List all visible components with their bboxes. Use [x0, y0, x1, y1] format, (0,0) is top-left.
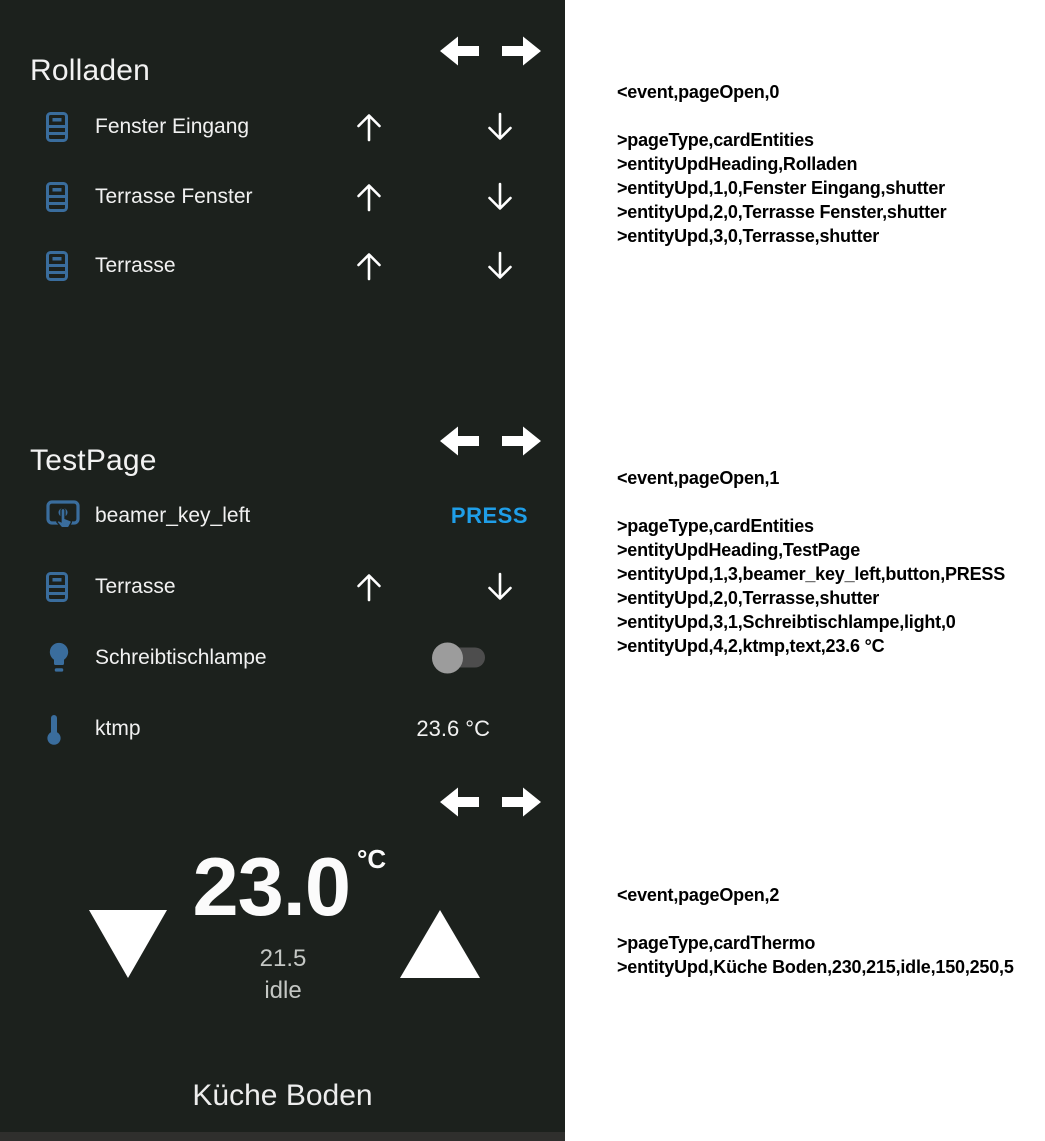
nav-next-icon[interactable]	[502, 35, 541, 67]
protocol-line: >pageType,cardEntities	[617, 516, 814, 536]
temp-down-button[interactable]	[88, 910, 168, 978]
table-row	[0, 494, 565, 538]
nav-prev-icon[interactable]	[440, 35, 479, 67]
lightbulb-icon	[46, 642, 72, 674]
protocol-line	[617, 490, 1045, 514]
toggle-knob	[432, 643, 463, 674]
protocol-line: >entityUpd,3,0,Terrasse,shutter	[617, 226, 880, 246]
page-title: TestPage	[30, 444, 157, 478]
entity-name: Terrasse Fenster	[95, 185, 253, 208]
thermometer-icon	[46, 713, 62, 745]
protocol-line: >entityUpd,1,3,beamer_key_left,button,PRESS	[617, 564, 1006, 584]
table-row	[0, 636, 565, 680]
shutter-up-icon[interactable]	[354, 181, 384, 213]
nav-next-icon[interactable]	[502, 786, 541, 818]
shutter-down-icon[interactable]	[485, 181, 515, 213]
protocol-log-block-2	[617, 883, 1045, 979]
shutter-down-icon[interactable]	[485, 571, 515, 603]
target-temperature: 21.5	[259, 945, 307, 972]
protocol-line: >entityUpd,Küche Boden,230,215,idle,150,250,5	[617, 957, 1014, 977]
protocol-line: >pageType,cardEntities	[617, 130, 814, 150]
press-button[interactable]: PRESS	[420, 503, 528, 529]
temp-up-button[interactable]	[400, 910, 480, 978]
table-row	[0, 105, 565, 149]
protocol-line: >pageType,cardThermo	[617, 933, 816, 953]
current-temperature: 23.0	[192, 840, 350, 933]
window-shutter-icon	[46, 182, 68, 212]
protocol-line: <event,pageOpen,0	[617, 82, 780, 102]
table-row	[0, 565, 565, 609]
protocol-log-block-1	[617, 466, 1045, 658]
temperature-unit: °C	[357, 844, 387, 874]
nav-prev-icon[interactable]	[440, 425, 479, 457]
nav-prev-icon[interactable]	[440, 786, 479, 818]
shutter-up-icon[interactable]	[354, 111, 384, 143]
protocol-log-block-0	[617, 80, 1045, 248]
table-row	[0, 707, 565, 751]
gesture-tap-button-icon	[46, 498, 80, 534]
protocol-line: >entityUpdHeading,Rolladen	[617, 154, 858, 174]
thermo-title: Küche Boden	[192, 1079, 373, 1112]
panel-bottom-edge	[0, 1132, 565, 1141]
protocol-line	[617, 104, 1045, 128]
protocol-line: >entityUpd,4,2,ktmp,text,23.6 °C	[617, 636, 885, 656]
protocol-line: <event,pageOpen,1	[617, 468, 780, 488]
shutter-up-icon[interactable]	[354, 250, 384, 282]
protocol-line: >entityUpdHeading,TestPage	[617, 540, 861, 560]
shutter-down-icon[interactable]	[485, 250, 515, 282]
table-row	[0, 175, 565, 219]
hvac-state: idle	[264, 977, 302, 1004]
sensor-value: 23.6 °C	[416, 716, 490, 741]
protocol-line: >entityUpd,2,0,Terrasse,shutter	[617, 588, 880, 608]
window-shutter-icon	[46, 572, 68, 602]
table-row	[0, 244, 565, 288]
nav-next-icon[interactable]	[502, 425, 541, 457]
entity-name: Fenster Eingang	[95, 115, 250, 138]
entity-name: Terrasse	[95, 575, 176, 598]
protocol-line: >entityUpd,1,0,Fenster Eingang,shutter	[617, 178, 945, 198]
entity-name: Terrasse	[95, 254, 176, 277]
triangle-up-icon	[400, 910, 480, 978]
protocol-line	[617, 907, 1045, 931]
light-toggle[interactable]	[432, 643, 486, 674]
protocol-line: >entityUpd,2,0,Terrasse Fenster,shutter	[617, 202, 947, 222]
triangle-down-icon	[89, 910, 167, 978]
entity-name: ktmp	[95, 717, 141, 740]
protocol-line: >entityUpd,3,1,Schreibtischlampe,light,0	[617, 612, 956, 632]
shutter-down-icon[interactable]	[485, 111, 515, 143]
entity-name: beamer_key_left	[95, 504, 251, 527]
shutter-up-icon[interactable]	[354, 571, 384, 603]
entity-name: Schreibtischlampe	[95, 646, 267, 669]
window-shutter-icon	[46, 251, 68, 281]
page-title: Rolladen	[30, 54, 151, 88]
window-shutter-icon	[46, 112, 68, 142]
protocol-line: <event,pageOpen,2	[617, 885, 780, 905]
